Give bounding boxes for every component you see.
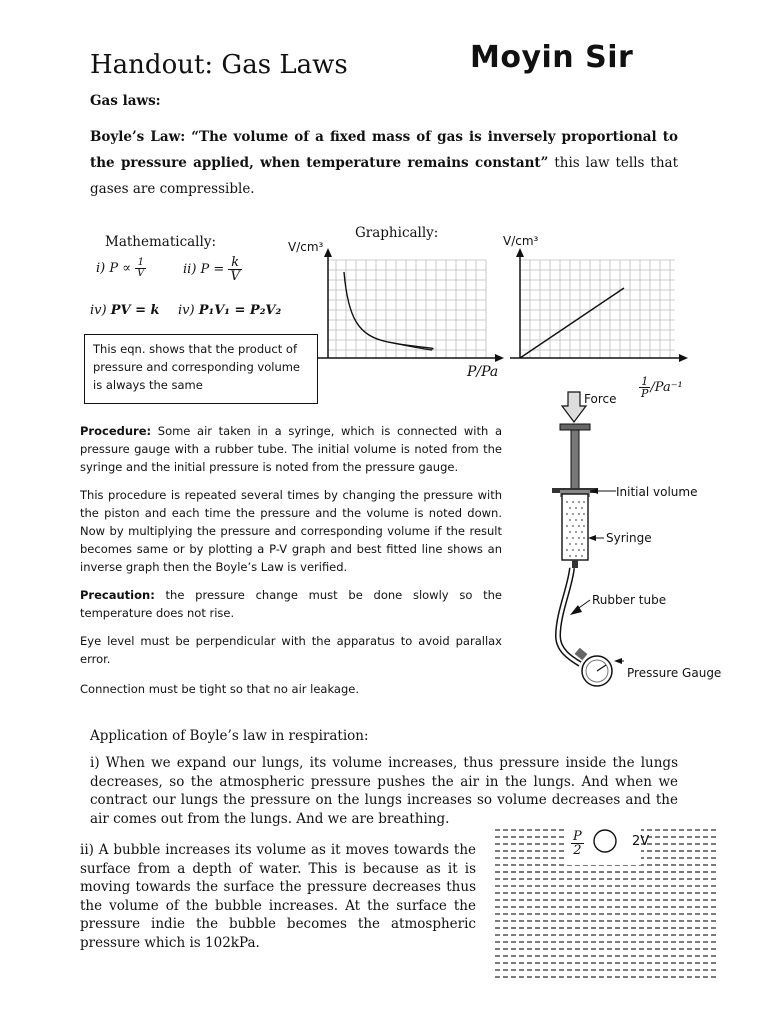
pv-inverse-graph (318, 248, 508, 368)
piston-handle (560, 424, 590, 430)
syringe-label: Syringe (606, 531, 652, 545)
bubble-pressure-label (571, 830, 584, 857)
v-vs-inverse-p-graph (510, 248, 700, 368)
product-note-box: This eqn. shows that the product of pressure and corresponding volume is always the same (84, 334, 318, 404)
equation-p1v1-p2v2 (178, 303, 281, 318)
precaution-label: Precaution: (80, 588, 155, 602)
procedure-paragraph (80, 422, 502, 476)
eq4-prefix: iv) (178, 303, 199, 318)
initial-volume-label: Initial volume (616, 485, 698, 499)
graph1-ylabel: V/cm³ (288, 240, 324, 254)
graph2-grid (520, 260, 675, 358)
graph2-xlabel-num: 1 (639, 376, 650, 388)
bubble-pressure-fraction (571, 830, 584, 857)
bubble-pressure-den: 2 (573, 843, 582, 858)
eq1-den: V (137, 268, 145, 279)
page-title: Handout: Gas Laws (90, 50, 348, 80)
syringe-nozzle (572, 560, 578, 568)
graph2-ylabel: V/cm³ (503, 234, 539, 248)
connection-paragraph: Connection must be tight so that no air leakage. (80, 682, 360, 696)
graph2-x-arrow (679, 354, 688, 362)
rubber-tube-inner (558, 568, 580, 664)
precaution-paragraph (80, 586, 502, 622)
graph2-straight-line (520, 288, 624, 358)
boyles-law-definition: Boyle’s Law: “The volume of a fixed mass of gas is inversely proportional to the pressure applied, when temperature remains constant” (90, 129, 678, 171)
rubber-tube-label: Rubber tube (592, 593, 667, 607)
eq2-prefix: ii) P = (183, 262, 229, 277)
author-brand: Moyin Sir (470, 40, 634, 75)
piston-rod (571, 430, 579, 490)
eq2-den: V (230, 269, 240, 284)
equation-proportional (96, 258, 146, 279)
application-heading: Application of Boyle’s law in respiration: (90, 728, 369, 744)
application-bubble: ii) A bubble increases its volume as it moves towards the surface from a depth of water. This is because as it is moving towards the surface the pressure decreases thus the volume of the bubble increases. At the surface the pressure indie the bubble becomes the atmospheric pressure which is 102kPa. (80, 842, 476, 951)
equation-pv-k (90, 303, 160, 318)
application-lungs: i) When we expand our lungs, its volume increases, thus pressure inside the lungs decreases, so the atmospheric pressure pushes the air in the lungs. And when we contract our lungs the pressure on the lungs increases so volume decreases and the air comes out from the lungs. And we are breathing. (90, 755, 678, 827)
eq1-num: 1 (135, 258, 146, 269)
graph2-xlabel-den: P (641, 387, 649, 400)
graph1-inverse-curve (344, 272, 433, 349)
bubble-volume-label: 2V (632, 834, 650, 849)
eq1-fraction (135, 258, 146, 279)
graph2-y-arrow (516, 248, 524, 257)
eq1-prefix: i) P ∝ (96, 261, 136, 276)
eq2-num: k (228, 256, 241, 270)
bubble-pressure-num: P (573, 829, 582, 844)
eq4-body: P₁V₁ = P₂V₂ (198, 303, 282, 318)
gauge-arrow (614, 658, 622, 664)
force-label: Force (584, 392, 617, 406)
graph-heading: Graphically: (355, 225, 439, 241)
graph1-xlabel: P/Pa (467, 364, 499, 380)
force-arrow-icon (562, 392, 586, 422)
boyles-law-statement (90, 124, 678, 202)
eye-level-paragraph: Eye level must be perpendicular with the apparatus to avoid parallax error. (80, 634, 502, 666)
graph1-x-arrow (495, 354, 504, 362)
math-heading: Mathematically: (105, 234, 216, 250)
bubble-water-diagram (495, 827, 720, 982)
pressure-gauge-label: Pressure Gauge (627, 666, 722, 680)
procedure-label: Procedure: (80, 424, 152, 438)
procedure-repeat-paragraph: This procedure is repeated several times by changing the pressure with the piston and each time the pressure and the volume is noted down. Now by multiplying the pressure and corresponding volume if the result becomes same or by plotting a P-V graph and best fitted line shows an inverse graph then the Boyle’s Law is verified. (80, 488, 502, 574)
precaution-text: the pressure change must be done slowly so the temperature does not rise. (80, 588, 502, 620)
eq2-fraction (228, 256, 241, 283)
equation-k-over-v (183, 256, 242, 283)
boyles-law-note: this law tells that gases are compressible. (90, 155, 678, 197)
procedure-text: Some air taken in a syringe, which is connected with a pressure gauge with a rubber tube. The initial volume is noted from the syringe and the initial pressure is noted from the pressure gauge. (80, 424, 502, 474)
syringe-arrow (588, 535, 596, 541)
bubble-icon (594, 830, 616, 852)
eq3-body: PV = k (110, 303, 160, 318)
section-heading: Gas laws: (90, 93, 161, 109)
graph2-xlabel-unit: /Pa⁻¹ (650, 380, 683, 395)
graph1-y-arrow (324, 248, 332, 257)
graph1-curve-tail (388, 342, 432, 350)
eq3-prefix: iv) (90, 303, 111, 318)
graph1-grid (328, 260, 486, 358)
